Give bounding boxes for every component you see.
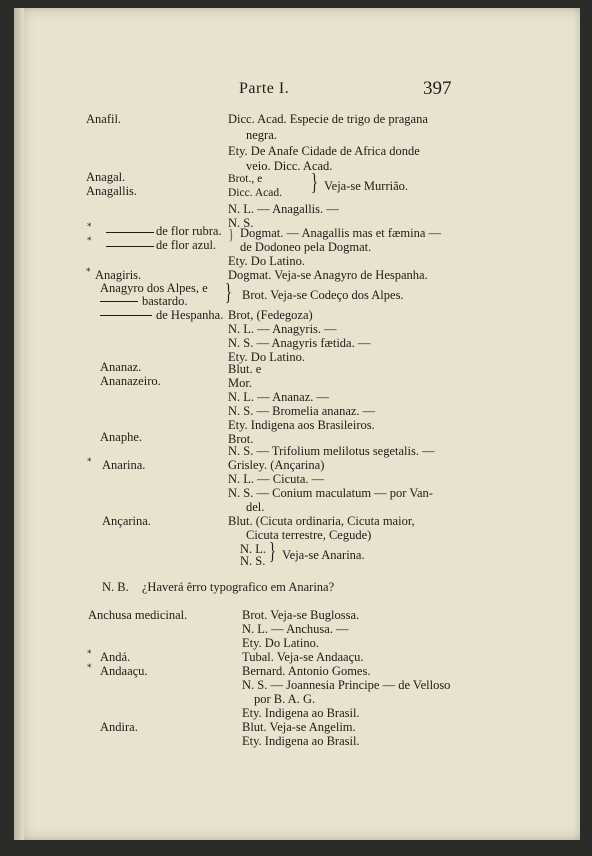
asterisk-mark: * <box>86 267 91 277</box>
definition-line: Ety. De Anafe Cidade de Africa donde <box>228 144 420 158</box>
asterisk-mark: * <box>87 236 92 246</box>
definition-line: Brot, (Fedegoza) <box>228 308 313 322</box>
headword-anaphe: Anaphe. <box>100 430 142 444</box>
definition-line: Grisley. (Ançarina) <box>228 458 325 472</box>
headword-flor-azul: de flor azul. <box>156 238 217 252</box>
definition-line: Ety. Indigena ao Brasil. <box>242 706 360 720</box>
brace-glyph: } <box>229 227 234 243</box>
headword-anafil: Anafil. <box>86 112 122 126</box>
dash-rule <box>100 301 138 302</box>
definition-line: Mor. <box>228 376 252 390</box>
definition-line: Dicc. Acad. Especie de trigo de pragana <box>228 112 428 126</box>
running-head: Parte I. <box>239 80 290 97</box>
headword-de-hespanha: de Hespanha. <box>156 308 224 322</box>
headword-ananaz: Ananaz. <box>100 360 142 374</box>
definition-line: Blut. Veja-se Angelim. <box>242 720 356 734</box>
editorial-note <box>102 580 334 595</box>
cross-reference: Veja-se Anarina. <box>282 548 365 562</box>
definition-line: N. L. — Ananaz. — <box>228 390 330 404</box>
headword-anagal: Anagal. <box>86 170 126 184</box>
note-label: N. B. <box>102 580 129 594</box>
definition-line: de Dodoneo pela Dogmat. <box>240 240 372 254</box>
definition-line: Brot. <box>228 432 254 446</box>
asterisk-mark: * <box>87 457 92 467</box>
definition-line: N. L. — Anagyris. — <box>228 322 337 336</box>
definition-line: Tubal. Veja-se Andaaçu. <box>242 650 364 664</box>
definition-line: Ety. Do Latino. <box>242 636 319 650</box>
headword-ancarina: Ançarina. <box>102 514 151 528</box>
definition-line: Brot. Veja-se Buglossa. <box>242 608 360 622</box>
headword-flor-rubra: de flor rubra. <box>156 224 222 238</box>
definition-line: N. L. <box>240 542 267 556</box>
definition-line: N. L. — Anagallis. — <box>228 202 339 216</box>
note-text: ¿Haverá êrro typografico em Anarina? <box>141 580 335 594</box>
definition-line: N. S. <box>228 216 254 230</box>
definition-line: por B. A. G. <box>254 692 316 706</box>
dash-rule <box>106 246 154 247</box>
definition-line: Cicuta terrestre, Cegude) <box>246 528 372 542</box>
headword-anagallis: Anagallis. <box>86 184 138 198</box>
definition-line: N. S. — Trifolium melilotus segetalis. — <box>228 444 435 458</box>
headword-anagyro: Anagyro dos Alpes, e <box>100 281 208 295</box>
brace-glyph: } <box>269 539 276 565</box>
definition-line: Blut. e <box>228 362 262 376</box>
definition-line: N. S. — Joannesia Principe — de Velloso <box>242 678 451 692</box>
definition-line: Ety. Do Latino. <box>228 350 305 364</box>
page-number: 397 <box>423 78 452 99</box>
dash-rule <box>106 232 154 233</box>
definition-line: Dogmat. Veja-se Anagyro de Hespanha. <box>228 268 428 282</box>
definition-line: N. L. — Anchusa. — <box>242 622 349 636</box>
source-reference: Dicc. Acad. <box>228 187 282 199</box>
definition-line: N. S. <box>240 554 266 568</box>
brace-glyph: } <box>311 170 318 196</box>
asterisk-mark: * <box>87 649 92 659</box>
headword-anchusa: Anchusa medicinal. <box>88 608 188 622</box>
definition-line: del. <box>246 500 265 514</box>
definition-line: Ety. Indigena aos Brasileiros. <box>228 418 375 432</box>
definition-line: Ety. Do Latino. <box>228 254 305 268</box>
headword-anarina: Anarina. <box>102 458 146 472</box>
definition-line: N. L. — Cicuta. — <box>228 472 325 486</box>
definition-line: Ety. Indigena ao Brasil. <box>242 734 360 748</box>
headword-anda: Andá. <box>100 650 131 664</box>
brace-glyph: } <box>225 280 232 306</box>
asterisk-mark: * <box>87 663 92 673</box>
definition-line: Dogmat. — Anagallis mas et fæmina — <box>240 226 442 240</box>
book-page <box>14 8 580 840</box>
dash-rule <box>100 315 152 316</box>
headword-ananazeiro: Ananazeiro. <box>100 374 161 388</box>
headword-andira: Andira. <box>100 720 138 734</box>
source-reference: Brot., e <box>228 173 263 185</box>
cross-reference: Brot. Veja-se Codeço dos Alpes. <box>242 288 404 302</box>
cross-reference: Veja-se Murrião. <box>324 179 408 193</box>
definition-line: Blut. (Cicuta ordinaria, Cicuta maior, <box>228 514 415 528</box>
dictionary-entries <box>14 8 580 840</box>
headword-anagiris: Anagiris. <box>95 268 142 282</box>
definition-line: Bernard. Antonio Gomes. <box>242 664 371 678</box>
definition-line: N. S. — Bromelia ananaz. — <box>228 404 376 418</box>
definition-line: veio. Dicc. Acad. <box>246 159 333 173</box>
definition-line: N. S. — Conium maculatum — por Van- <box>228 486 433 500</box>
headword-bastardo: bastardo. <box>142 294 188 308</box>
definition-line: negra. <box>246 128 277 142</box>
asterisk-mark: * <box>87 222 92 232</box>
headword-andaacu: Andaaçu. <box>100 664 148 678</box>
definition-line: N. S. — Anagyris fætida. — <box>228 336 371 350</box>
